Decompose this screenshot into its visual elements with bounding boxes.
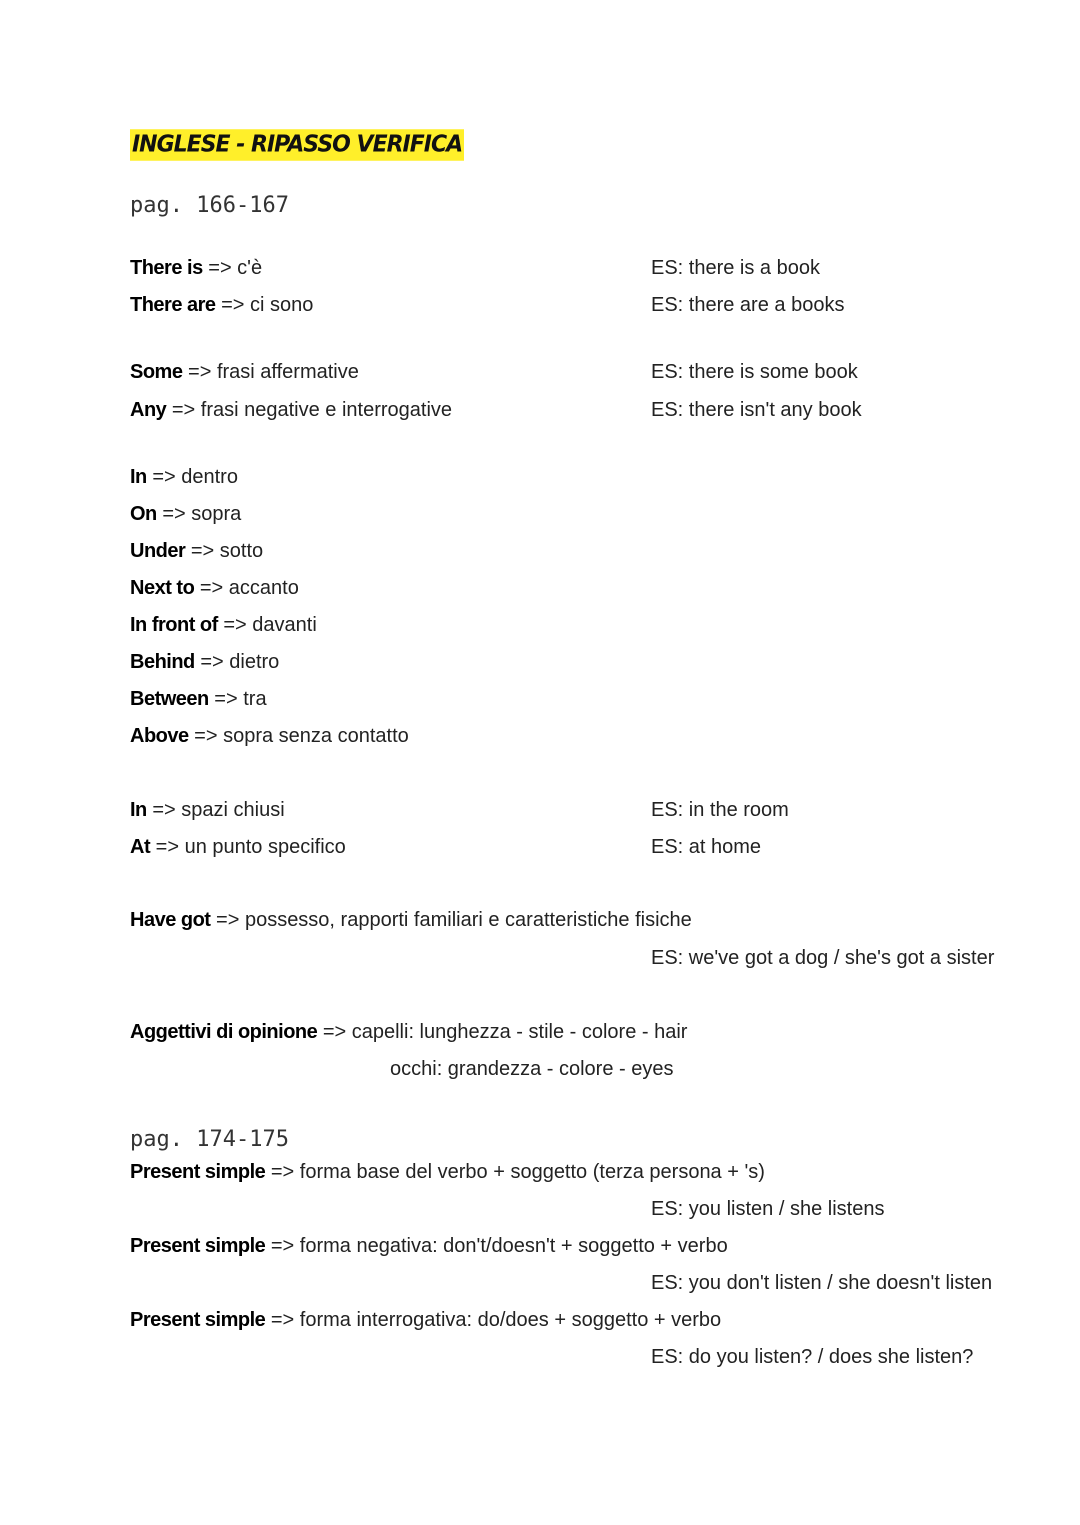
note-line [130,1232,728,1260]
note-line [130,1306,721,1334]
note-meaning: => forma negativa: don't/doesn't + soggetto + verbo [265,1235,728,1257]
note-term: Above [130,725,189,747]
note-meaning: => frasi affermative [182,361,359,383]
note-line [130,500,241,528]
note-line [130,396,452,424]
note-line [130,906,692,934]
note-term: In [130,466,147,488]
note-line [130,611,317,639]
note-term: Under [130,540,186,562]
document-title: INGLESE - RIPASSO VERIFICA [130,129,464,161]
note-term: There is [130,257,203,279]
note-meaning: => forma interrogativa: do/does + soggetto + verbo [265,1309,722,1331]
note-line [130,796,285,824]
note-example: ES: there is a book [651,257,820,279]
note-meaning: => frasi negative e interrogative [166,399,453,421]
note-example: ES: there is some book [651,361,858,383]
note-meaning: => sotto [185,540,264,562]
note-line [130,722,409,750]
note-example: ES: there isn't any book [651,399,862,421]
note-term: Some [130,361,183,383]
note-meaning: => dentro [146,466,238,488]
note-term: At [130,836,151,858]
note-line [130,537,263,565]
note-line [130,1018,687,1046]
note-meaning: => capelli: lunghezza - stile - colore - hair [317,1021,688,1043]
note-meaning: => accanto [194,577,299,599]
note-term: In [130,799,147,821]
note-line [130,291,313,319]
note-line [130,833,346,861]
note-example: ES: in the room [651,799,789,821]
note-line [130,358,359,386]
note-term: Next to [130,577,195,599]
note-line [130,574,299,602]
note-meaning: => tra [208,688,267,710]
note-example: ES: you don't listen / she doesn't listen [651,1272,993,1294]
note-line [130,648,279,676]
note-term: In front of [130,614,218,636]
note-term: Behind [130,651,195,673]
note-term: There are [130,294,216,316]
note-example: ES: you listen / she listens [651,1198,885,1220]
note-line [130,254,262,282]
note-term: Present simple [130,1309,266,1331]
page-reference: pag. 166-167 [130,193,289,218]
note-term: On [130,503,157,525]
note-term: Have got [130,909,211,931]
note-line-continuation: occhi: grandezza - colore - eyes [390,1058,674,1080]
note-meaning: => forma base del verbo + soggetto (terza persona + 's) [265,1161,765,1183]
note-meaning: => sopra [156,503,242,525]
note-line [130,463,238,491]
note-meaning: => sopra senza contatto [188,725,409,747]
page-reference: pag. 174-175 [130,1127,289,1152]
note-term: Between [130,688,209,710]
note-meaning: => dietro [194,651,280,673]
note-term: Aggettivi di opinione [130,1021,318,1043]
note-meaning: => davanti [217,614,317,636]
note-meaning: => possesso, rapporti familiari e caratteristiche fisiche [210,909,692,931]
note-meaning: => spazi chiusi [146,799,285,821]
note-term: Present simple [130,1161,266,1183]
note-example: ES: at home [651,836,762,858]
note-example: ES: we've got a dog / she's got a sister [651,947,995,969]
note-line [130,685,267,713]
note-example: ES: there are a books [651,294,845,316]
note-meaning: => ci sono [215,294,314,316]
note-meaning: => c'è [202,257,263,279]
note-term: Any [130,399,167,421]
note-term: Present simple [130,1235,266,1257]
note-example: ES: do you listen? / does she listen? [651,1346,974,1368]
note-line [130,1158,765,1186]
note-meaning: => un punto specifico [150,836,346,858]
